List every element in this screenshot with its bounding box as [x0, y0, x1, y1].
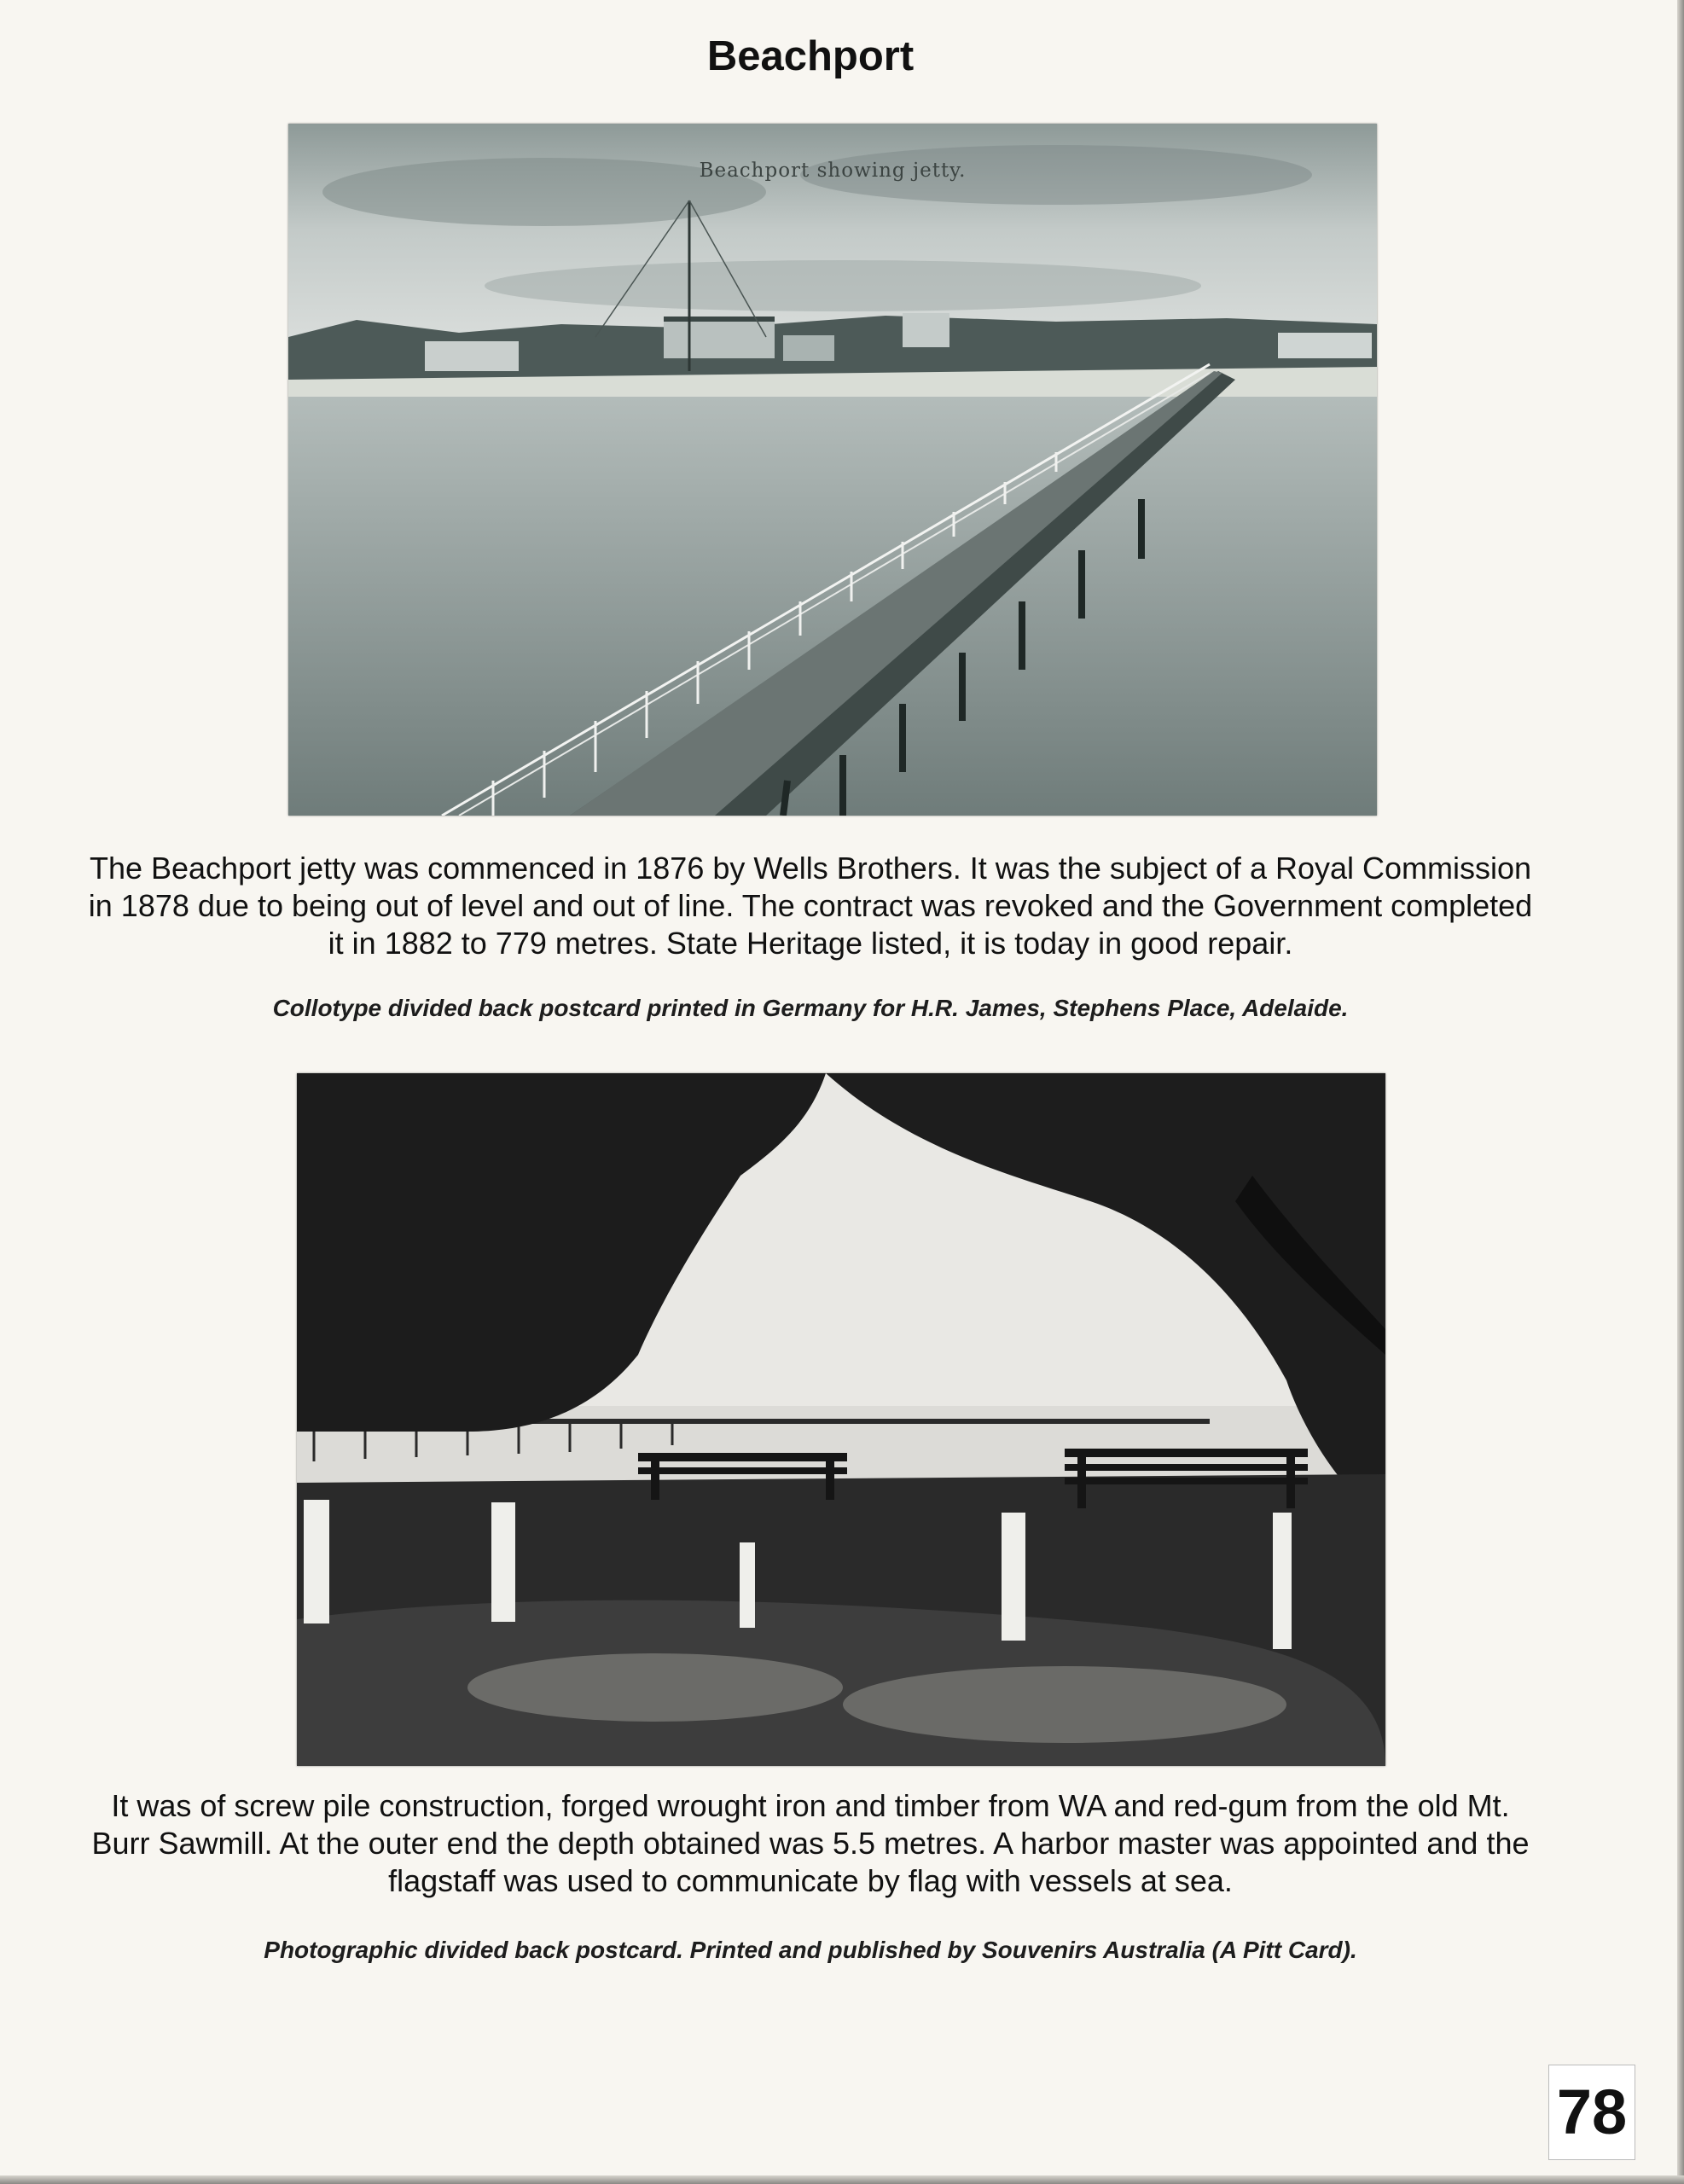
postcard-jetty-photo	[288, 124, 1377, 816]
postcard-trees-photo	[297, 1073, 1385, 1766]
trees-photo-illustration	[297, 1073, 1385, 1766]
jetty-photo-illustration	[288, 124, 1377, 816]
printed-card-caption: Beachport showing jetty.	[699, 160, 967, 182]
construction-description: It was of screw pile construction, forged wrought iron and timber from WA and red-gum from the old Mt. Burr Sawmill. At the outer end the depth obtained was 5.5 metres. A harbor master was appointed and the flagstaff was used to communicate by flag with vessels at sea.	[91, 1788, 1530, 1898]
page-edge	[1677, 0, 1684, 2184]
jetty-description: The Beachport jetty was commenced in 1876 by Wells Brothers. It was the subject of a Royal Commission in 1878 due to being out of level and out of line. The contract was revoked and the Government completed it in 1882 to 779 metres. State Heritage listed, it is today in good repair.	[88, 851, 1533, 961]
postcard-credit: Photographic divided back postcard. Printed and published by Souvenirs Australia (A Pitt Card).	[264, 1937, 1357, 1963]
page-number: 78	[1548, 2065, 1635, 2160]
postcard-credit: Collotype divided back postcard printed in Germany for H.R. James, Stephens Place, Adelaide.	[272, 995, 1349, 1021]
page-bottom-edge	[0, 2175, 1684, 2184]
page-title: Beachport	[706, 33, 915, 79]
